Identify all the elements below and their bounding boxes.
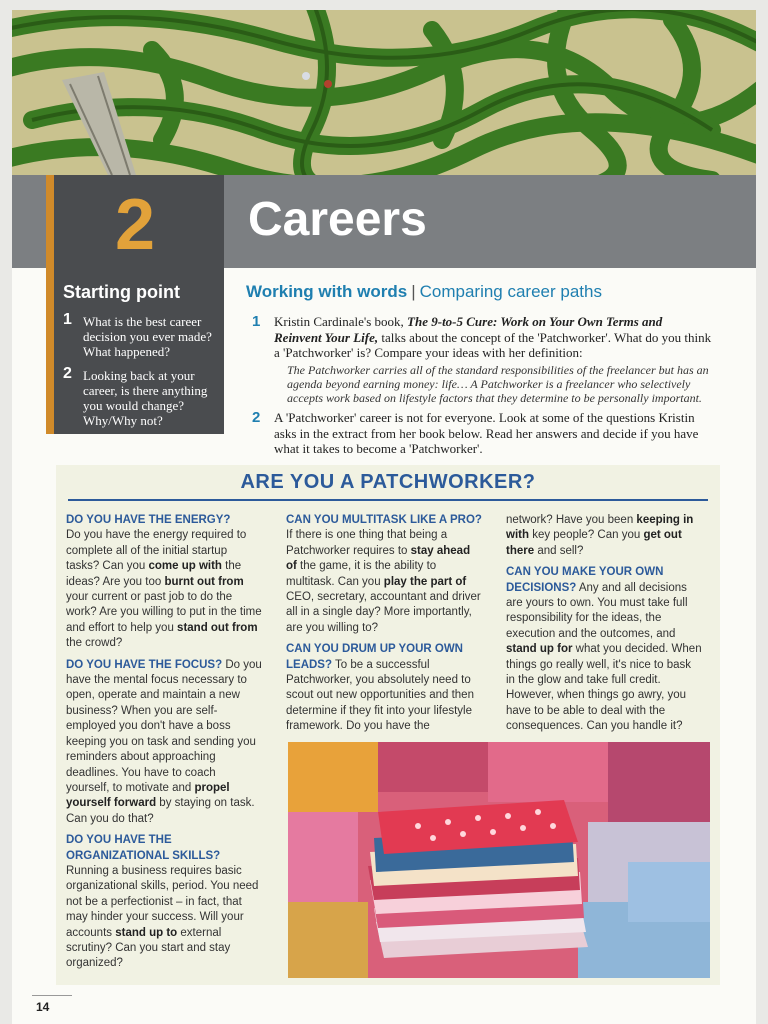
- paragraph: CAN YOU MULTITASK LIKE A PRO? If there is one thing that being a Patchworker requires to stay ahead of the game, it is the ability to multitask. Can you play the part of CEO, secretary, accountant and driver all in a single day? More importantly, are you willing to?: [286, 514, 482, 634]
- article-column-3: [506, 513, 702, 741]
- exercise-2: 2 A 'Patchworker' career is not for everyone. Look at some of the questions Kristin asks in the extract from her book below. Read her answers and decide if you have what it takes to become a 'Patchworker'.: [252, 409, 699, 456]
- paragraph: network? Have you been keeping in with key people? Can you get out there and sell?: [506, 514, 694, 557]
- article-column-1: [66, 513, 262, 978]
- chapter-number-box: [46, 175, 224, 268]
- paragraph: CAN YOU MAKE YOUR OWN DECISIONS? Any and all decisions are yours to own. You must take full responsibility for the ideas, the execution and the outcomes, and stand up for what you decided. When things go really well, it's nice to bask in the glow and take full credit. However, when things go awry, you have to be able to deal with the consequences. Can you handle it?: [506, 566, 702, 733]
- paragraph: DO YOU HAVE THE ENERGY? Do you have the energy required to complete all of the initial startup tasks? Can you come up with the ideas? Are you too burnt out from your current or past job to do the work? Are you willing to put in the time and effort to help you stand out from the crowd?: [66, 514, 262, 650]
- starting-point-title: Starting point: [63, 282, 180, 302]
- exercise-1: 1 Kristin Cardinale's book, The 9-to-5 Cure: Work on Your Own Terms and Reinvent Your Life, talks about the concept of the 'Patchworker'. What do you think a 'Patchworker' is? Compare your ideas with her definition: The Patchworker carries all of the standard responsibilities of the freelancer but has an agenda beyond earning money: life… A Patchworker is a freelancer who selectively accepts work based on lifestyle factors that they determine to be personally important.: [252, 313, 712, 405]
- paragraph: DO YOU HAVE THE FOCUS? Do you have the mental focus necessary to open, operate and maintain a new business? When you are self-employed you don't have a boss keeping you on task and sending you reminders about approaching deadlines. You have to coach yourself, to motivate and propel yourself forward by staying on task. Can you do that?: [66, 658, 262, 825]
- panel-title: ARE YOU A PATCHWORKER?: [240, 471, 536, 493]
- section-heading: Working with words | Comparing career paths: [246, 282, 602, 301]
- paragraph: CAN YOU DRUM UP YOUR OWN LEADS? To be a successful Patchworker, you absolutely need to scout out new opportunities and then determine if they fit into your lifestyle framework. Do you have the: [286, 643, 474, 733]
- article-column-2: [286, 513, 482, 741]
- textbook-page: [12, 10, 756, 1024]
- fabric-stack-icon: [368, 800, 588, 958]
- starting-point-question: 1 What is the best career decision you ever made? What happened?: [63, 311, 212, 359]
- fabric-stack-photo: [288, 742, 710, 978]
- page-number: 14: [36, 1000, 50, 1014]
- paragraph: DO YOU HAVE THE ORGANIZATIONAL SKILLS? Running a business requires basic organizational skills, period. You need not be a perfectionist – in fact, that may hinder your success. Will your accounts stand up to external scrutiny? Can you start and stay organized?: [66, 834, 259, 970]
- hedge-maze-photo: [12, 10, 756, 175]
- chapter-number: 2: [114, 185, 156, 265]
- patchworker-panel: [56, 465, 720, 985]
- patchwork-illustration: [288, 742, 710, 978]
- divider: [32, 995, 72, 996]
- chapter-title: Careers: [248, 193, 427, 246]
- definition-quote: The Patchworker carries all of the standard responsibilities of the freelancer but has an agenda beyond earning money: life… A Patchworker is a freelancer who selectively accepts work based on lifestyle factors that they determine to be personally important.: [287, 362, 709, 405]
- divider: [68, 499, 708, 501]
- maze-illustration: [12, 10, 756, 175]
- starting-point-box: [46, 268, 224, 434]
- starting-point-question: 2 Looking back at your career, is there anything you would change? Why/Why not?: [63, 365, 208, 428]
